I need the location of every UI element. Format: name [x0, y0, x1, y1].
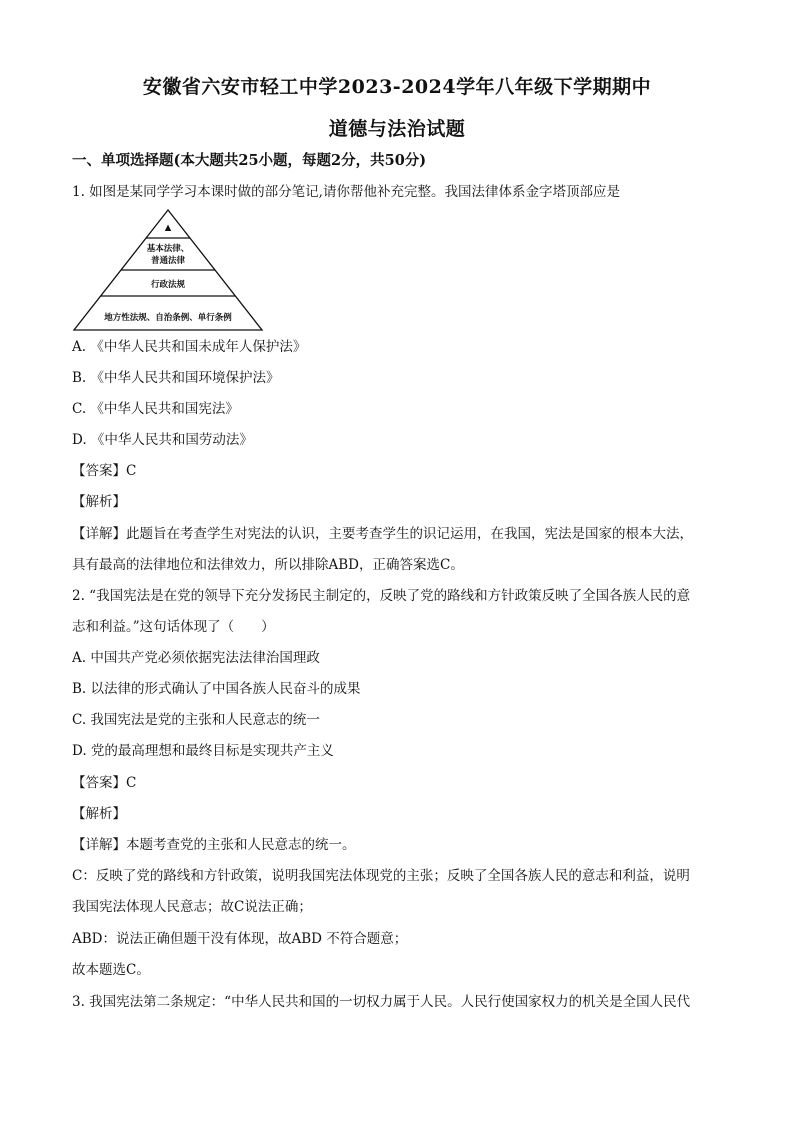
question-2-option-b: B. 以法律的形式确认了中国各族人民奋斗的成果 — [72, 681, 361, 697]
document-title-line1: 安徽省六安市轻工中学2023-2024学年八年级下学期期中 — [142, 76, 652, 98]
question-2-option-a: A. 中国共产党必须依据宪法法律治国理政 — [72, 650, 320, 666]
section-heading: 一、单项选择题(本大题共25小题，每题2分，共50分) — [72, 152, 427, 169]
question-1-detail-line2: 具有最高的法律地位和法律效力，所以排除ABD，正确答案选C。 — [72, 557, 464, 573]
question-1-option-d: D. 《中华人民共和国劳动法》 — [72, 432, 253, 448]
law-hierarchy-pyramid — [72, 208, 264, 332]
pyramid-level2-line2: 普通法律 — [150, 256, 186, 266]
question-1-analysis-label: 【解析】 — [72, 494, 126, 510]
question-2-explain-line3: ABD：说法正确但题干没有体现，故ABD 不符合题意； — [72, 931, 408, 947]
question-2-explain-line2: 我国宪法体现人民意志；故C说法正确； — [72, 899, 312, 915]
question-2-option-c: C. 我国宪法是党的主张和人民意志的统一 — [72, 712, 320, 728]
question-2-stem-line2: 志和利益。”这句话体现了（ ） — [72, 619, 275, 635]
pyramid-top-blank: ▲ — [164, 223, 172, 233]
question-2-answer: 【答案】C — [72, 775, 137, 791]
document-title-line2: 道德与法治试题 — [328, 118, 466, 140]
question-1-option-b: B. 《中华人民共和国环境保护法》 — [72, 370, 280, 386]
pyramid-level2-line1: 基本法律、 — [146, 244, 190, 254]
question-1-detail-line1: 【详解】此题旨在考查学生对宪法的认识，主要考查学生的识记运用，在我国，宪法是国家的根本大法， — [72, 526, 693, 542]
question-1-option-c: C. 《中华人民共和国宪法》 — [72, 401, 239, 417]
question-1-option-a: A. 《中华人民共和国未成年人保护法》 — [72, 339, 307, 355]
pyramid-level4: 地方性法规、自治条例、单行条例 — [104, 313, 232, 323]
question-1-answer: 【答案】C — [72, 463, 137, 479]
question-2-explain-line4: 故本题选C。 — [72, 962, 150, 978]
question-2-detail: 【详解】本题考查党的主张和人民意志的统一。 — [72, 837, 356, 853]
question-1-stem: 1. 如图是某同学学习本课时做的部分笔记,请你帮他补充完整。我国法律体系金字塔顶部应是 — [72, 184, 620, 200]
pyramid-level3: 行政法规 — [150, 280, 186, 290]
question-2-analysis-label: 【解析】 — [72, 806, 126, 822]
question-2-stem-line1: 2. “我国宪法是在党的领导下充分发扬民主制定的，反映了党的路线和方针政策反映了全国各族人民的意 — [72, 588, 691, 604]
question-2-explain-line1: C：反映了党的路线和方针政策，说明我国宪法体现党的主张；反映了全国各族人民的意志和利益，说明 — [72, 868, 690, 884]
question-3-stem-line1: 3. 我国宪法第二条规定：“中华人民共和国的一切权力属于人民。人民行使国家权力的机关是全国人民代 — [72, 994, 691, 1010]
question-2-option-d: D. 党的最高理想和最终目标是实现共产主义 — [72, 743, 334, 759]
